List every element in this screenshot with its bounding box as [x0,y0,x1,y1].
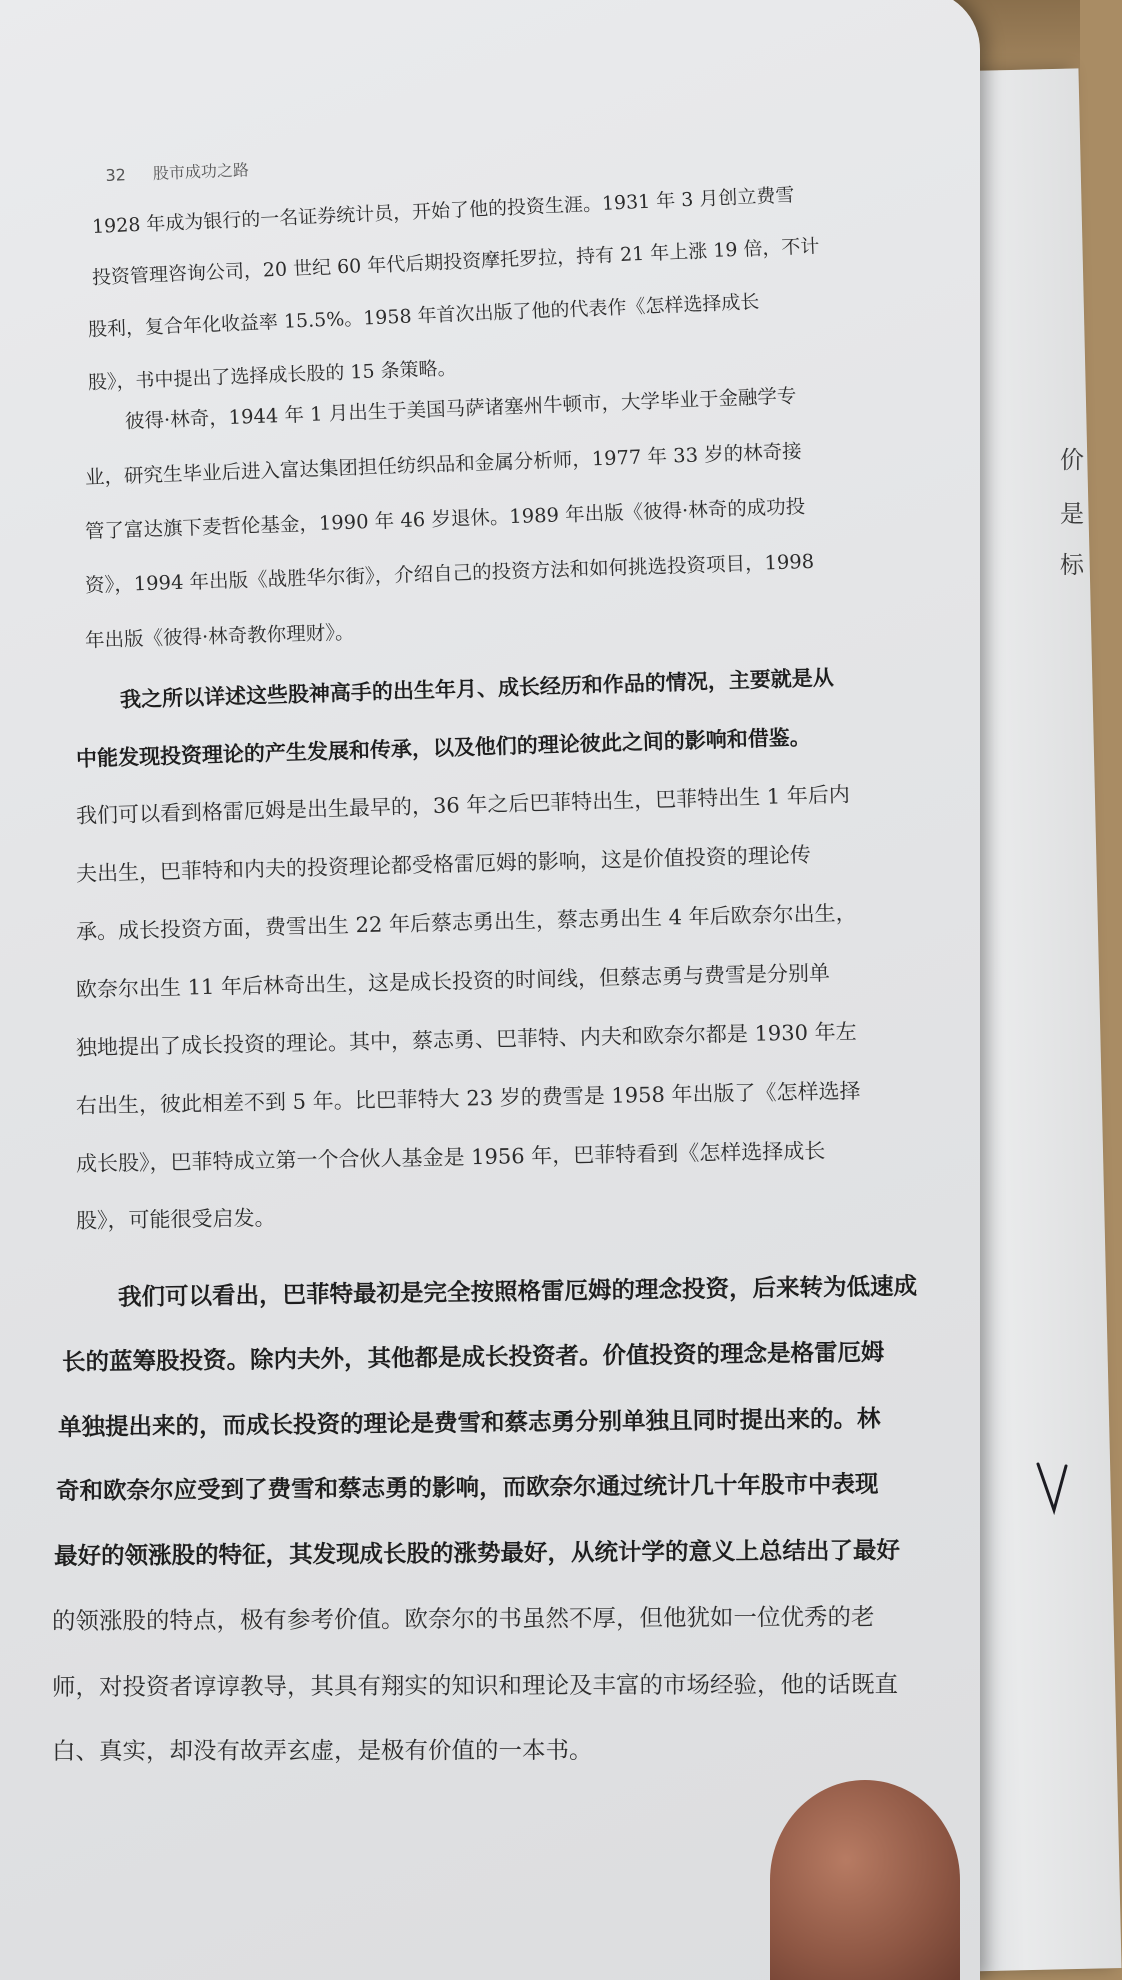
text-line: 的领涨股的特点，极有参考价值。欧奈尔的书虽然不厚，但他犹如一位优秀的老 [51,1602,875,1635]
book-title: 股市成功之路 [152,160,250,184]
thumb [770,1780,960,1980]
text-line: 欧奈尔出生 11 年后林奇出生，这是成长投资的时间线，但蔡志勇与费雪是分别单 [75,960,831,1002]
text-line: 投资管理咨询公司，20 世纪 60 年代后期投资摩托罗拉，持有 21 年上涨 19 倍，不计 [91,235,820,289]
text-line-bold: 中能发现投资理论的产生发展和传承，以及他们的理论彼此之间的影响和借鉴。 [75,725,812,771]
text-line: 彼得·林奇，1944 年 1 月出生于美国马萨诸塞州牛顿市，大学毕业于金融学专 [124,384,797,433]
text-line: 股利，复合年化收益率 15.5%。1958 年首次出版了他的代表作《怎样选择成长 [87,290,760,341]
text-line: 独地提出了成长投资的理论。其中，蔡志勇、巴菲特、内夫和欧奈尔都是 1930 年左 [75,1019,857,1060]
running-header [105,157,249,186]
text-line: 年出版《彼得·林奇教你理财》。 [84,620,355,652]
text-line: 业，研究生毕业后进入富达集团担任纺织品和金属分析师，1977 年 33 岁的林奇接 [84,439,803,489]
pen-mark-icon [1032,1460,1072,1516]
adjacent-page-text: 标 [1060,551,1084,579]
text-line: 股》，书中提出了选择成长股的 15 条策略。 [87,357,457,394]
text-line: 白、真实，却没有故弄玄虚，是极有价值的一本书。 [51,1736,593,1765]
text-line-bold: 我之所以详述这些股神高手的出生年月、成长经历和作品的情况，主要就是从 [119,665,835,712]
text-line: 1928 年成为银行的一名证券统计员，开始了他的投资生涯。1931 年 3 月创立费雪 [91,184,795,238]
text-line-bold: 最好的领涨股的特征，其发现成长股的涨势最好，从统计学的意义上总结出了最好 [53,1536,901,1570]
text-line: 成长股》，巴菲特成立第一个合伙人基金是 1956 年，巴菲特看到《怎样选择成长 [75,1138,826,1176]
adjacent-page-text: 是 [1060,500,1084,528]
text-line: 夫出生，巴菲特和内夫的投资理论都受格雷厄姆的影响，这是价值投资的理论传 [75,842,812,886]
text-line: 管了富达旗下麦哲伦基金，1990 年 46 岁退休。1989 年出版《彼得·林奇的成功投 [84,494,806,543]
adjacent-page-text: 价 [1060,446,1084,474]
text-line-bold: 长的蓝筹股投资。除内夫外，其他都是成长投资者。价值投资的理念是格雷厄姆 [61,1337,885,1376]
text-line: 资》，1994 年出版《战胜华尔街》，介绍自己的投资方法和如何挑选投资项目，1998 [84,549,815,597]
text-line: 股》，可能很受启发。 [75,1205,276,1233]
text-line-bold: 单独提出来的，而成长投资的理论是费雪和蔡志勇分别单独且同时提出来的。林 [57,1404,881,1441]
text-line-bold: 我们可以看出，巴菲特最初是完全按照格雷厄姆的理念投资，后来转为低速成 [117,1271,918,1311]
text-line: 师，对投资者谆谆教导，其具有翔实的知识和理论及丰富的市场经验，他的话既直 [51,1670,899,1701]
page-number: 32 [105,165,127,185]
text-line: 承。成长投资方面，费雪出生 22 年后蔡志勇出生，蔡志勇出生 4 年后欧奈尔出生， [75,900,857,944]
text-line: 我们可以看到格雷厄姆是出生最早的，36 年之后巴菲特出生，巴菲特出生 1 年后内 [75,782,851,828]
text-line: 右出生，彼此相差不到 5 年。比巴菲特大 23 岁的费雪是 1958 年出版了《怎样选择 [75,1078,861,1118]
text-line-bold: 奇和欧奈尔应受到了费雪和蔡志勇的影响，而欧奈尔通过统计几十年股市中表现 [55,1469,879,1505]
